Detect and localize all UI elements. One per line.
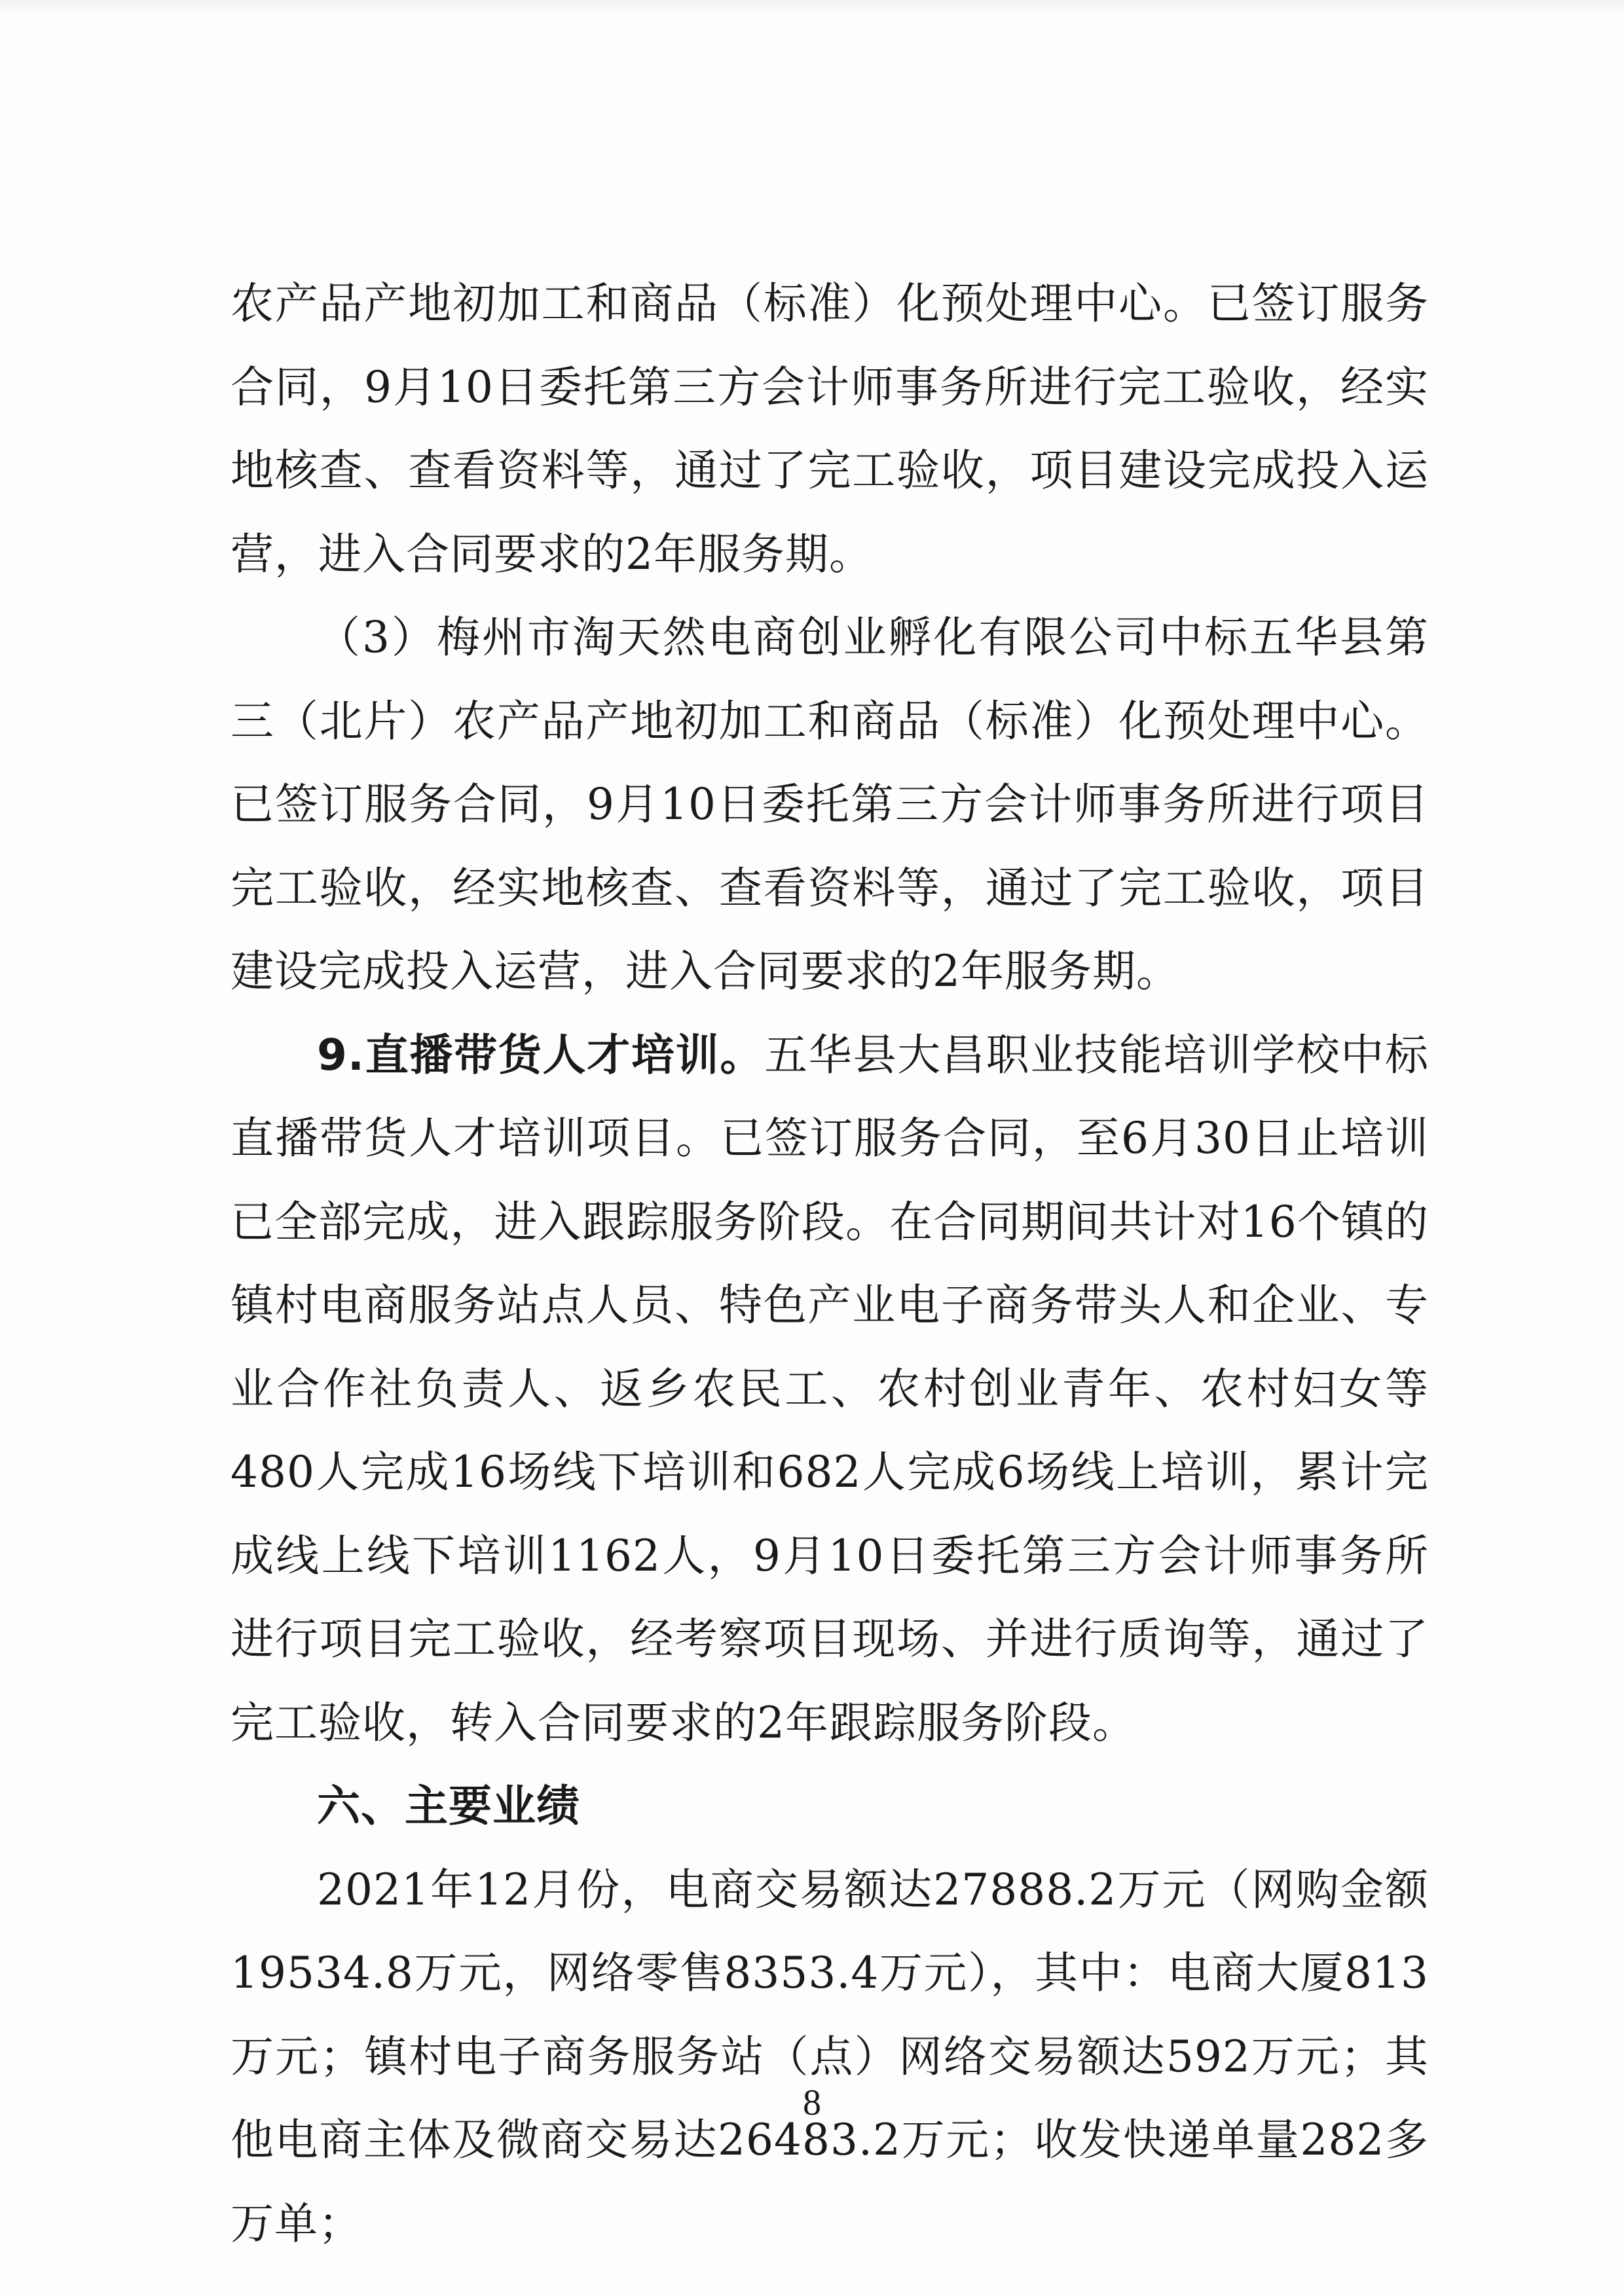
item-9-lead: 9.直播带货人才培训。 [317,1029,765,1080]
page-number: 8 [803,2083,821,2123]
scan-edge [0,0,1624,12]
section-heading: 六、主要业绩 [317,1781,580,1831]
paragraph-continued: 农产品产地初加工和商品（标准）化预处理中心。已签订服务合同，9月10日委托第三方会计师事务所进行完工验收，经实地核查、查看资料等，通过了完工验收，项目建设完成投入运营，进入合同要求的2年服务期。 [231,278,1429,579]
paragraph-item-3: （3）梅州市淘天然电商创业孵化有限公司中标五华县第三（北片）农产品产地初加工和商品（标准）化预处理中心。已签订服务合同，9月10日委托第三方会计师事务所进行项目完工验收，经实地核查、查看资料等，通过了完工验收，项目建设完成投入运营，进入合同要求的2年服务期。 [231,612,1429,996]
paragraph-performance: 2021年12月份，电商交易额达27888.2万元（网购金额19534.8万元，网络零售8353.4万元），其中：电商大厦813万元；镇村电子商务服务站（点）网络交易额达592万元；其他电商主体及微商交易达26483.2万元；收发快递单量282多万单； [231,1864,1429,2249]
body-text [231,262,1429,2265]
paragraph-item-9 [231,1013,1429,1765]
item-9-body: 五华县大昌职业技能培训学校中标直播带货人才培训项目。已签订服务合同，至6月30日止培训已全部完成，进入跟踪服务阶段。在合同期间共计对16个镇的镇村电商服务站点人员、特色产业电子商务带头人和企业、专业合作社负责人、返乡农民工、农村创业青年、农村妇女等480人完成16场线下培训和682人完成6场线上培训，累计完成线上线下培训1162人，9月10日委托第三方会计师事务所进行项目完工验收，经考察项目现场、并进行质询等，通过了完工验收，转入合同要求的2年跟踪服务阶段。 [231,1029,1430,1748]
